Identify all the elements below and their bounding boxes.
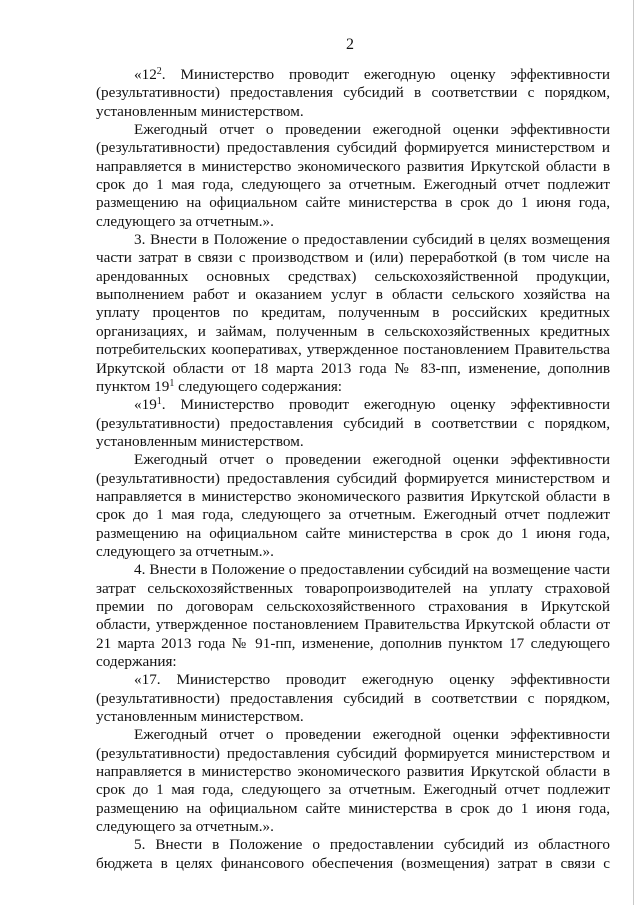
paragraph-item-12-2 xyxy=(96,66,610,121)
superscript: 2 xyxy=(156,66,162,77)
paragraph-text: «17. Министерство проводит ежегодную оценку эффективности (результативности) предоставления субсидий в соответствии с порядком, установленным министерством. xyxy=(96,671,610,726)
superscript: 1 xyxy=(156,396,162,408)
paragraph-annual-report-2 xyxy=(96,451,610,561)
paragraph-prefix: «12 xyxy=(134,66,157,83)
paragraph-prefix: «19 xyxy=(134,396,157,414)
paragraph-text: 3. Внести в Положение о предоставлении субсидий в целях возмещения части затрат в связи с производством и (или) переработкой (в том числе на арендованных основных средствах) сельскохозяйственной продукции, выполнением работ и оказанием услуг в области сельского хозяйства на уплату процентов по кредитам, полученным в российских кредитных организациях, и займам, полученным в сельскохозяйственных кредитных потребительских кооперативах, утвержденное постановлением Правительства Иркутской области от 18 марта 2013 года № 83-пп, изменение, дополнив пунктом 19 xyxy=(96,231,610,395)
paragraph-text: 4. Внести в Положение о предоставлении субсидий на возмещение части затрат сельскохозяйственных товаропроизводителей на уплату страховой премии по договорам сельскохозяйственного страхования в Иркутской области, утвержденное постановлением Правительства Иркутской области от 21 марта 2013 года № 91-пп, изменение, дополнив пунктом 17 следующего содержания: xyxy=(96,561,610,670)
paragraph-annual-report-1 xyxy=(96,121,610,231)
paragraph-item-19-1 xyxy=(96,396,610,451)
paragraph-text: . Министерство проводит ежегодную оценку эффективности (результативности) предоставления субсидий в соответствии с порядком, установленным министерством. xyxy=(96,66,610,120)
paragraph-text: Ежегодный отчет о проведении ежегодной оценки эффективности (результативности) предоставления субсидий формируется министерством и направляется в министерство экономического развития Иркутской области в срок до 1 мая года, следующего за отчетным. Ежегодный отчет подлежит размещению на официальном сайте министерства в срок до 1 июня года, следующего за отчетным.». xyxy=(96,121,610,230)
paragraph-text: 5. Внести в Положение о предоставлении субсидий из областного бюджета в целях финансового обеспечения (возмещения) затрат в связи с xyxy=(96,836,610,872)
paragraph-text: Ежегодный отчет о проведении ежегодной оценки эффективности (результативности) предоставления субсидий формируется министерством и направляется в министерство экономического развития Иркутской области в срок до 1 мая года, следующего за отчетным. Ежегодный отчет подлежит размещению на официальном сайте министерства в срок до 1 июня года, следующего за отчетным.». xyxy=(96,451,610,560)
paragraph-text: . Министерство проводит ежегодную оценку эффективности (результативности) предоставления субсидий в соответствии с порядком, установленным министерством. xyxy=(96,396,610,450)
paragraph-amendment-3 xyxy=(96,231,610,396)
paragraph-item-17 xyxy=(96,671,610,726)
paragraph-amendment-4 xyxy=(96,561,610,671)
superscript: 1 xyxy=(169,377,175,389)
paragraph-amendment-5 xyxy=(96,836,610,873)
document-body xyxy=(96,66,610,873)
page-number: 2 xyxy=(346,36,354,53)
paragraph-annual-report-3 xyxy=(96,726,610,836)
scan-edge-line xyxy=(633,0,634,905)
paragraph-suffix: следующего содержания: xyxy=(174,377,343,395)
paragraph-text: Ежегодный отчет о проведении ежегодной оценки эффективности (результативности) предоставления субсидий формируется министерством и направляется в министерство экономического развития Иркутской области в срок до 1 мая года, следующего за отчетным. Ежегодный отчет подлежит размещению на официальном сайте министерства в срок до 1 июня года, следующего за отчетным.». xyxy=(96,726,610,836)
